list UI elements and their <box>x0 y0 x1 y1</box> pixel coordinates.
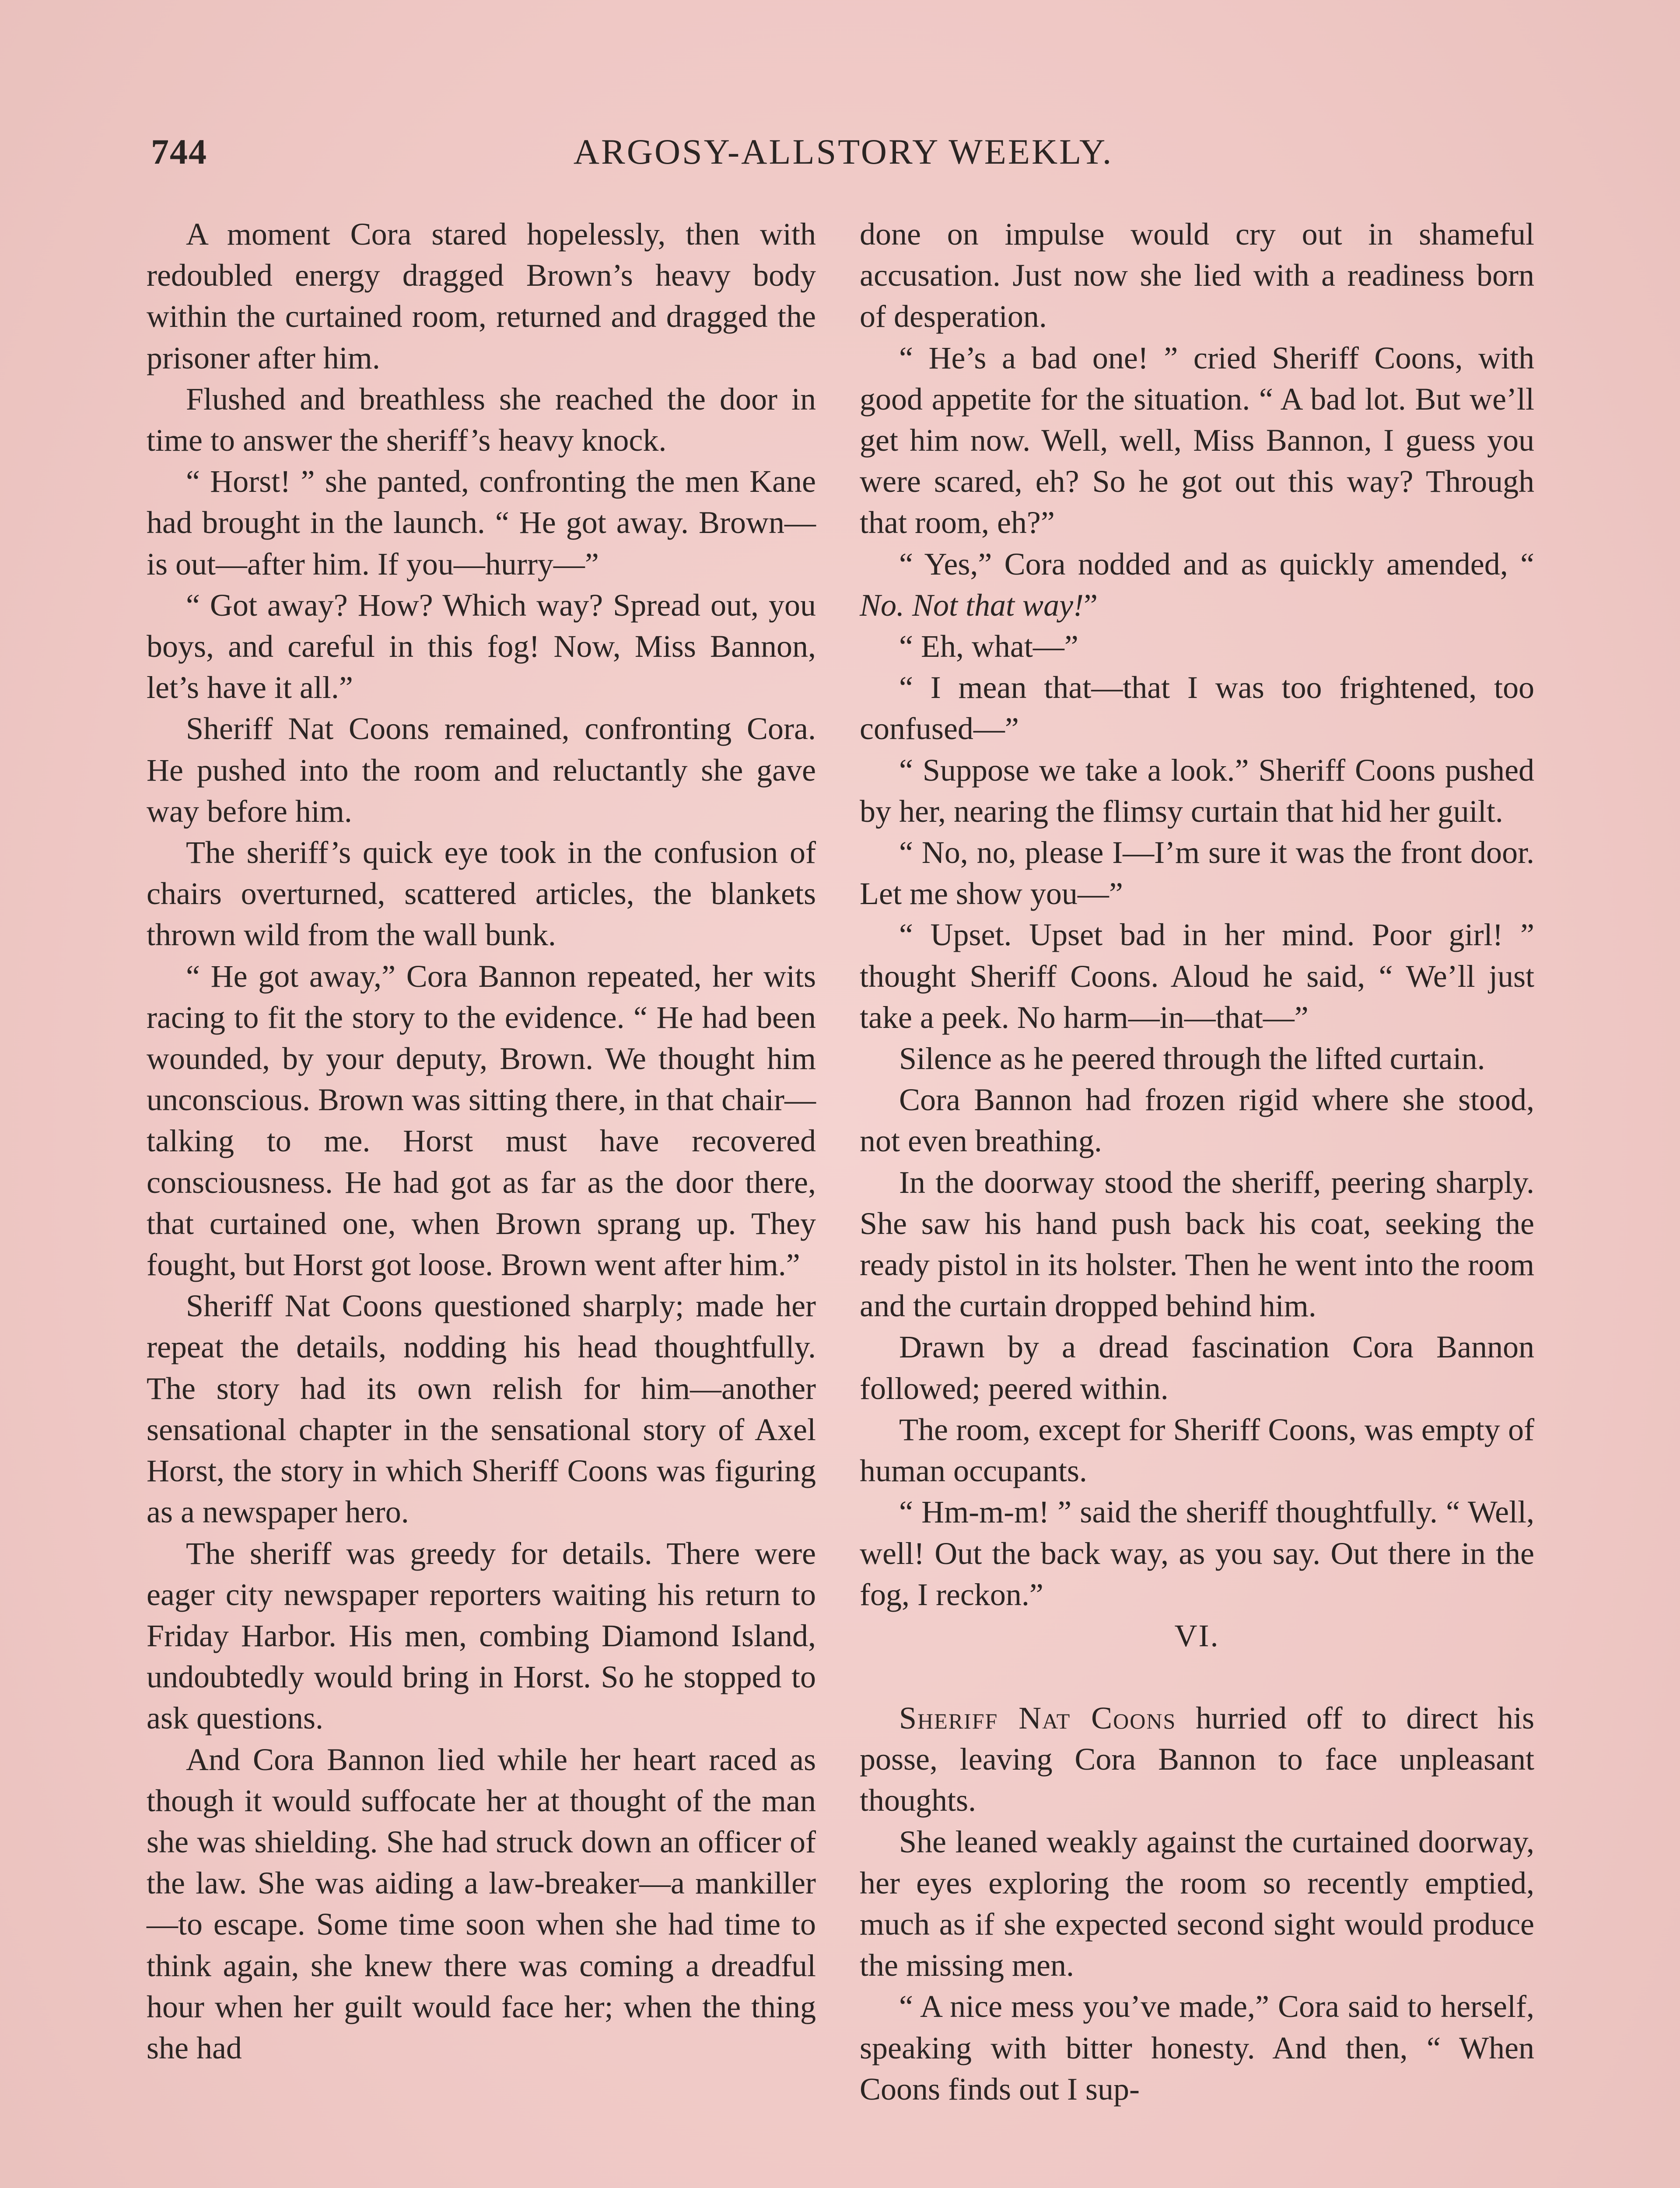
paragraph: Flushed and breathless she reached the door in time to answer the sheriff’s heavy knock. <box>147 381 816 458</box>
paragraph: She leaned weakly against the curtained doorway, her eyes exploring the room so recently emptied, much as if she expected second sight would produce the missing men. <box>860 1824 1534 1983</box>
paragraph: “ Got away? How? Which way? Spread out, you boys, and careful in this fog! Now, Miss Bannon, let’s have it all.” <box>147 587 816 705</box>
section-lead-paragraph <box>860 1697 1534 1821</box>
running-head: ARGOSY-ALLSTORY WEEKLY. <box>573 132 1113 172</box>
dialogue-text: “ Yes,” Cora nodded and as quickly amended, “ <box>899 546 1534 582</box>
paragraph: The room, except for Sheriff Coons, was empty of human occupants. <box>860 1412 1534 1489</box>
page-header <box>151 131 1536 179</box>
paragraph <box>860 543 1534 626</box>
paragraph: “ A nice mess you’ve made,” Cora said to herself, speaking with bitter honesty. And then, “ When Coons finds out I sup- <box>860 1989 1534 2107</box>
paragraph: A moment Cora stared hopelessly, then with redoubled energy dragged Brown’s heavy body within the curtained room, returned and dragged the prisoner after him. <box>147 217 816 375</box>
italic-dialogue: No. Not that way! <box>860 587 1084 623</box>
paragraph: “ He’s a bad one! ” cried Sheriff Coons, with good appetite for the situation. “ A bad lot. But we’ll get him now. Well, well, Miss Bannon, I guess you were scared, eh? So he got out this way? Through that room, eh?” <box>860 340 1534 540</box>
paragraph: “ Horst! ” she panted, confronting the men Kane had brought in the launch. “ He got away. Brown—is out—after him. If you—hurry—” <box>147 464 816 582</box>
paragraph: The sheriff was greedy for details. There were eager city newspaper reporters waiting his return to Friday Harbor. His men, combing Diamond Island, undoubtedly would bring in Horst. So he stopped to ask questions. <box>147 1536 816 1736</box>
paragraph: Silence as he peered through the lifted curtain. <box>899 1041 1485 1076</box>
paragraph: Sheriff Nat Coons remained, confronting Cora. He pushed into the room and reluctantly she gave way before him. <box>147 711 816 829</box>
paragraph: “ Suppose we take a look.” Sheriff Coons pushed by her, nearing the flimsy curtain that hid her guilt. <box>860 752 1534 829</box>
paragraph: And Cora Bannon lied while her heart raced as though it would suffocate her at thought of the man she was shielding. She had struck down an officer of the law. She was aiding a law-breaker—a mankiller—to escape. Some time soon when she had time to think again, she knew there was coming a dreadful hour when her guilt would face her; when the thing she had <box>147 1742 816 2065</box>
paragraph: “ Upset. Upset bad in her mind. Poor girl! ” thought Sheriff Coons. Aloud he said, “ We’ll just take a peek. No harm—in—that—” <box>860 917 1534 1035</box>
left-column <box>147 214 816 2069</box>
paragraph: Drawn by a dread fascination Cora Bannon followed; peered within. <box>860 1329 1534 1406</box>
continued-paragraph: done on impulse would cry out in shameful accusation. Just now she lied with a readiness born of desperation. <box>860 217 1534 334</box>
lead-text: hurried off to direct his posse, leaving Cora Bannon to face unpleasant thoughts. <box>860 1700 1534 1818</box>
small-caps-lead: Sheriff Nat Coons <box>899 1700 1176 1736</box>
paragraph: “ He got away,” Cora Bannon repeated, her wits racing to fit the story to the evidence. “ He had been wounded, by your deputy, Brown. We thought him unconscious. Brown was sitting there, in that chair—talking to me. Horst must have recovered consciousness. He had got as far as the door there, that curtained one, when Brown sprang up. They fought, but Horst got loose. Brown went after him.” <box>147 958 816 1283</box>
right-column <box>860 214 1534 2110</box>
paragraph: “ I mean that—that I was too frightened, too confused—” <box>860 670 1534 747</box>
page-number: 744 <box>151 132 207 172</box>
paragraph: “ Hm-m-m! ” said the sheriff thoughtfully. “ Well, well! Out the back way, as you say. Out there in the fog, I reckon.” <box>860 1494 1534 1612</box>
paragraph: In the doorway stood the sheriff, peering sharply. She saw his hand push back his coat, seeking the ready pistol in its holster. Then he went into the room and the curtain dropped behind him. <box>860 1164 1534 1324</box>
paragraph: The sheriff’s quick eye took in the confusion of chairs overturned, scattered articles, the blankets thrown wild from the wall bunk. <box>147 835 816 953</box>
paragraph: “ No, no, please I—I’m sure it was the front door. Let me show you—” <box>860 835 1534 912</box>
section-heading: VI. <box>1174 1618 1220 1653</box>
dialogue-text: ” <box>1084 587 1098 623</box>
paragraph: Sheriff Nat Coons questioned sharply; made her repeat the details, nodding his head thoughtfully. The story had its own relish for him—another sensational chapter in the sensational story of Axel Horst, the story in which Sheriff Coons was figuring as a newspaper hero. <box>147 1288 816 1530</box>
paragraph: “ Eh, what—” <box>899 629 1078 664</box>
paragraph: Cora Bannon had frozen rigid where she stood, not even breathing. <box>860 1082 1534 1159</box>
